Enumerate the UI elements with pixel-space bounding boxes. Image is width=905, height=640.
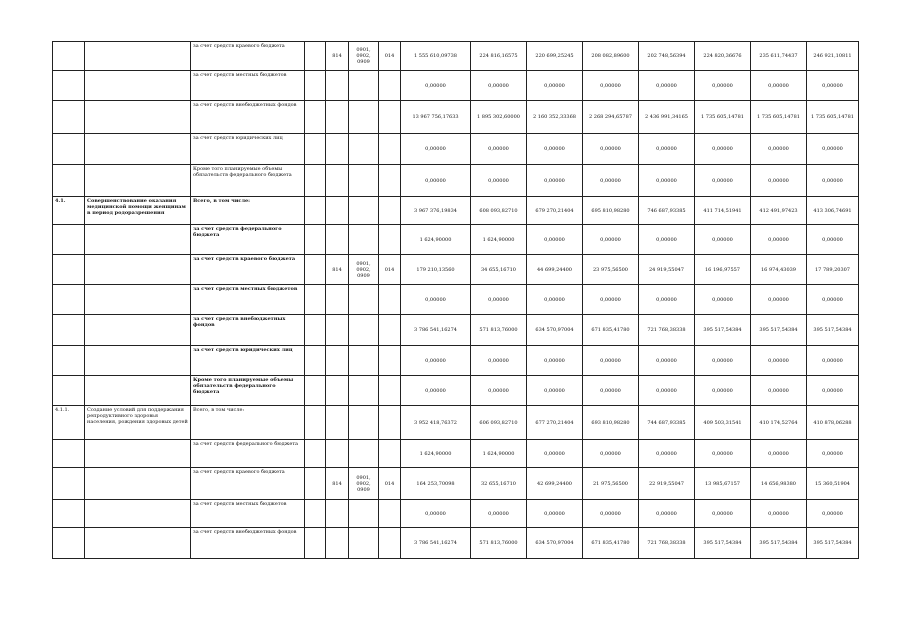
amount-cell: 0,00000 [401,285,471,315]
amount-cell: 0,00000 [583,346,639,376]
amount-cell: 0,00000 [471,285,527,315]
amount-cell: 2 160 352,33368 [527,101,583,134]
code-ministry [326,406,349,440]
code-program: 014 [379,468,401,500]
table-row [53,376,859,406]
amount-cell: 24 919,55047 [639,255,695,285]
amount-cell: 22 919,55047 [639,468,695,500]
funding-source: Всего, в том числе: [191,406,305,440]
amount-cell: 571 813,76000 [471,315,527,346]
amount-cell: 34 655,16710 [471,255,527,285]
amount-cell: 410 878,06288 [807,406,859,440]
amount-cell: 746 687,93385 [639,197,695,225]
amount-cell: 16 974,43039 [751,255,807,285]
code-program [379,315,401,346]
amount-cell: 395 517,54384 [751,315,807,346]
amount-cell: 0,00000 [695,376,751,406]
amount-cell: 1 624,90000 [471,440,527,468]
amount-cell: 0,00000 [583,376,639,406]
table-row [53,134,859,165]
amount-cell: 0,00000 [807,165,859,197]
code-section [349,440,379,468]
amount-cell: 0,00000 [527,346,583,376]
code-section [349,376,379,406]
amount-cell: 0,00000 [751,165,807,197]
code-section [349,406,379,440]
row-number [53,440,85,468]
table-row [53,468,859,500]
amount-cell: 208 082,89600 [583,42,639,71]
amount-cell: 410 174,52764 [751,406,807,440]
amount-cell: 1 895 302,60000 [471,101,527,134]
amount-cell: 679 270,21404 [527,197,583,225]
code-program: 014 [379,255,401,285]
code-grbs [305,71,326,101]
amount-cell: 608 093,82710 [471,197,527,225]
funding-source: Кроме того планируемые объемы обязательств федерального бюджета [191,376,305,406]
code-grbs [305,315,326,346]
funding-source: за счет средств краевого бюджета [191,468,305,500]
amount-cell: 671 835,41780 [583,315,639,346]
table-row [53,500,859,528]
code-grbs [305,255,326,285]
code-grbs [305,165,326,197]
measure-name: Совершенствование оказания медицинской помощи женщинам в период родоразрешения [85,197,191,225]
funding-source: за счет средств федерального бюджета [191,225,305,255]
code-program [379,440,401,468]
amount-cell: 721 768,38338 [639,315,695,346]
funding-source: Кроме того планируемые объемы обязательств федерального бюджета [191,165,305,197]
amount-cell: 0,00000 [695,134,751,165]
amount-cell: 693 810,98280 [583,406,639,440]
code-section [349,315,379,346]
measure-name [85,42,191,71]
amount-cell: 3 786 541,16274 [401,528,471,559]
amount-cell: 677 270,21404 [527,406,583,440]
amount-cell: 634 570,97004 [527,528,583,559]
row-number [53,376,85,406]
amount-cell: 3 967 376,19834 [401,197,471,225]
funding-source: за счет средств внебюджетных фондов [191,528,305,559]
measure-name [85,468,191,500]
row-number [53,71,85,101]
amount-cell: 395 517,54384 [751,528,807,559]
measure-name [85,225,191,255]
table-row [53,42,859,71]
table-row [53,346,859,376]
amount-cell: 0,00000 [583,500,639,528]
amount-cell: 0,00000 [751,134,807,165]
amount-cell: 0,00000 [639,346,695,376]
code-ministry: 814 [326,42,349,71]
amount-cell: 0,00000 [527,500,583,528]
amount-cell: 0,00000 [583,285,639,315]
amount-cell: 0,00000 [583,134,639,165]
row-number [53,134,85,165]
funding-source: за счет средств внебюджетных фондов [191,101,305,134]
amount-cell: 0,00000 [401,376,471,406]
funding-source: Всего, в том числе: [191,197,305,225]
funding-source: за счет средств юридических лиц [191,346,305,376]
amount-cell: 0,00000 [695,440,751,468]
amount-cell: 14 656,98380 [751,468,807,500]
code-ministry [326,285,349,315]
amount-cell: 0,00000 [471,165,527,197]
measure-name [85,71,191,101]
amount-cell: 1 624,90000 [471,225,527,255]
code-program [379,528,401,559]
amount-cell: 0,00000 [807,376,859,406]
amount-cell: 0,00000 [401,134,471,165]
amount-cell: 246 921,10811 [807,42,859,71]
amount-cell: 0,00000 [639,134,695,165]
measure-name [85,440,191,468]
amount-cell: 634 570,97004 [527,315,583,346]
amount-cell: 16 196,97557 [695,255,751,285]
funding-source: за счет средств юридических лиц [191,134,305,165]
amount-cell: 395 517,54384 [695,528,751,559]
funding-source: за счет средств местных бюджетов [191,500,305,528]
amount-cell: 220 699,25245 [527,42,583,71]
amount-cell: 13 985,67157 [695,468,751,500]
amount-cell: 13 967 756,17633 [401,101,471,134]
row-number [53,165,85,197]
code-program [379,101,401,134]
measure-name [85,285,191,315]
table-row [53,197,859,225]
code-section [349,528,379,559]
measure-name [85,101,191,134]
table-row [53,225,859,255]
amount-cell: 0,00000 [401,346,471,376]
code-section: 0901, 0902, 0909 [349,255,379,285]
amount-cell: 0,00000 [471,376,527,406]
amount-cell: 0,00000 [695,285,751,315]
amount-cell: 0,00000 [471,71,527,101]
amount-cell: 0,00000 [401,71,471,101]
amount-cell: 0,00000 [583,225,639,255]
amount-cell: 0,00000 [695,500,751,528]
amount-cell: 411 714,51941 [695,197,751,225]
amount-cell: 224 816,16575 [471,42,527,71]
code-section: 0901, 0902, 0909 [349,468,379,500]
code-ministry [326,376,349,406]
document-sheet [52,41,859,559]
code-grbs [305,197,326,225]
code-grbs [305,406,326,440]
measure-name [85,315,191,346]
amount-cell: 0,00000 [401,165,471,197]
amount-cell: 32 655,16710 [471,468,527,500]
code-program: 014 [379,42,401,71]
code-program [379,134,401,165]
amount-cell: 0,00000 [751,376,807,406]
funding-source: за счет средств краевого бюджета [191,42,305,71]
table-row [53,406,859,440]
code-program [379,500,401,528]
amount-cell: 0,00000 [583,165,639,197]
amount-cell: 0,00000 [751,71,807,101]
amount-cell: 0,00000 [695,165,751,197]
amount-cell: 413 306,74691 [807,197,859,225]
code-ministry [326,101,349,134]
amount-cell: 0,00000 [527,225,583,255]
amount-cell: 0,00000 [639,376,695,406]
code-ministry [326,71,349,101]
amount-cell: 164 253,70098 [401,468,471,500]
code-program [379,197,401,225]
code-section [349,197,379,225]
table-row [53,255,859,285]
code-grbs [305,468,326,500]
code-program [379,285,401,315]
amount-cell: 395 517,54384 [807,528,859,559]
amount-cell: 0,00000 [695,346,751,376]
row-number: 4.1. [53,197,85,225]
amount-cell: 0,00000 [583,440,639,468]
code-program [379,346,401,376]
amount-cell: 0,00000 [751,285,807,315]
code-ministry [326,197,349,225]
table-row [53,101,859,134]
code-ministry [326,134,349,165]
measure-name [85,134,191,165]
amount-cell: 1 735 605,14781 [751,101,807,134]
amount-cell: 224 820,36676 [695,42,751,71]
code-ministry: 814 [326,255,349,285]
code-ministry: 814 [326,468,349,500]
amount-cell: 179 210,13560 [401,255,471,285]
amount-cell: 0,00000 [639,225,695,255]
code-grbs [305,101,326,134]
amount-cell: 0,00000 [583,71,639,101]
row-number [53,42,85,71]
amount-cell: 0,00000 [807,440,859,468]
code-program [379,165,401,197]
amount-cell: 571 813,76000 [471,528,527,559]
amount-cell: 21 975,56500 [583,468,639,500]
measure-name [85,528,191,559]
amount-cell: 0,00000 [807,285,859,315]
measure-name [85,255,191,285]
amount-cell: 1 735 605,14781 [695,101,751,134]
code-section [349,101,379,134]
amount-cell: 0,00000 [807,134,859,165]
amount-cell: 695 810,98280 [583,197,639,225]
table-row [53,528,859,559]
row-number [53,255,85,285]
amount-cell: 395 517,54384 [695,315,751,346]
amount-cell: 1 624,90000 [401,440,471,468]
code-section [349,346,379,376]
measure-name: Создание условий для поддержания репродуктивного здоровья населения, рождения здоровых детей [85,406,191,440]
table-row [53,315,859,346]
measure-name [85,500,191,528]
row-number [53,346,85,376]
amount-cell: 606 093,82710 [471,406,527,440]
amount-cell: 0,00000 [807,500,859,528]
code-ministry [326,165,349,197]
amount-cell: 0,00000 [695,71,751,101]
amount-cell: 721 768,38338 [639,528,695,559]
measure-name [85,165,191,197]
amount-cell: 3 786 541,16274 [401,315,471,346]
code-section [349,71,379,101]
code-grbs [305,440,326,468]
amount-cell: 0,00000 [527,285,583,315]
amount-cell: 409 503,31541 [695,406,751,440]
amount-cell: 0,00000 [751,346,807,376]
amount-cell: 15 360,51904 [807,468,859,500]
amount-cell: 0,00000 [807,346,859,376]
amount-cell: 0,00000 [807,71,859,101]
amount-cell: 202 748,56394 [639,42,695,71]
amount-cell: 0,00000 [639,500,695,528]
table-body [53,42,859,559]
code-ministry [326,346,349,376]
row-number [53,500,85,528]
table-row [53,71,859,101]
amount-cell: 395 517,54384 [807,315,859,346]
code-section: 0901, 0902, 0909 [349,42,379,71]
amount-cell: 2 268 294,65787 [583,101,639,134]
amount-cell: 0,00000 [527,134,583,165]
amount-cell: 0,00000 [401,500,471,528]
code-section [349,165,379,197]
amount-cell: 0,00000 [639,285,695,315]
amount-cell: 23 975,56500 [583,255,639,285]
amount-cell: 744 687,93385 [639,406,695,440]
code-grbs [305,134,326,165]
amount-cell: 0,00000 [639,71,695,101]
measure-name [85,346,191,376]
code-program [379,376,401,406]
amount-cell: 17 789,20307 [807,255,859,285]
funding-source: за счет средств краевого бюджета [191,255,305,285]
code-program [379,71,401,101]
row-number [53,468,85,500]
amount-cell: 0,00000 [471,134,527,165]
code-program [379,225,401,255]
amount-cell: 0,00000 [471,346,527,376]
code-section [349,285,379,315]
amount-cell: 0,00000 [527,71,583,101]
row-number [53,285,85,315]
amount-cell: 1 555 610,09738 [401,42,471,71]
code-ministry [326,440,349,468]
code-grbs [305,285,326,315]
row-number [53,101,85,134]
code-grbs [305,500,326,528]
funding-source: за счет средств федерального бюджета [191,440,305,468]
code-grbs [305,42,326,71]
measure-name [85,376,191,406]
code-program [379,406,401,440]
amount-cell: 0,00000 [751,440,807,468]
code-section [349,500,379,528]
code-grbs [305,528,326,559]
row-number [53,315,85,346]
amount-cell: 1 624,90000 [401,225,471,255]
amount-cell: 44 699,24400 [527,255,583,285]
amount-cell: 0,00000 [639,165,695,197]
amount-cell: 0,00000 [751,225,807,255]
code-grbs [305,225,326,255]
funding-source: за счет средств местных бюджетов [191,285,305,315]
amount-cell: 235 611,74437 [751,42,807,71]
amount-cell: 0,00000 [807,225,859,255]
amount-cell: 0,00000 [471,500,527,528]
code-section [349,225,379,255]
amount-cell: 42 699,24400 [527,468,583,500]
amount-cell: 0,00000 [639,440,695,468]
funding-source: за счет средств местных бюджетов [191,71,305,101]
code-ministry [326,528,349,559]
amount-cell: 2 436 991,34165 [639,101,695,134]
row-number: 4.1.1. [53,406,85,440]
code-section [349,134,379,165]
table-row [53,440,859,468]
amount-cell: 1 735 605,14781 [807,101,859,134]
table-row [53,285,859,315]
code-grbs [305,346,326,376]
amount-cell: 3 952 418,76372 [401,406,471,440]
amount-cell: 0,00000 [751,500,807,528]
budget-table [52,41,859,559]
row-number [53,528,85,559]
table-row [53,165,859,197]
code-grbs [305,376,326,406]
amount-cell: 0,00000 [527,376,583,406]
amount-cell: 412 491,97423 [751,197,807,225]
code-ministry [326,500,349,528]
code-ministry [326,225,349,255]
amount-cell: 0,00000 [527,440,583,468]
amount-cell: 671 835,41780 [583,528,639,559]
funding-source: за счет средств внебюджетных фондов [191,315,305,346]
amount-cell: 0,00000 [695,225,751,255]
code-ministry [326,315,349,346]
amount-cell: 0,00000 [527,165,583,197]
row-number [53,225,85,255]
